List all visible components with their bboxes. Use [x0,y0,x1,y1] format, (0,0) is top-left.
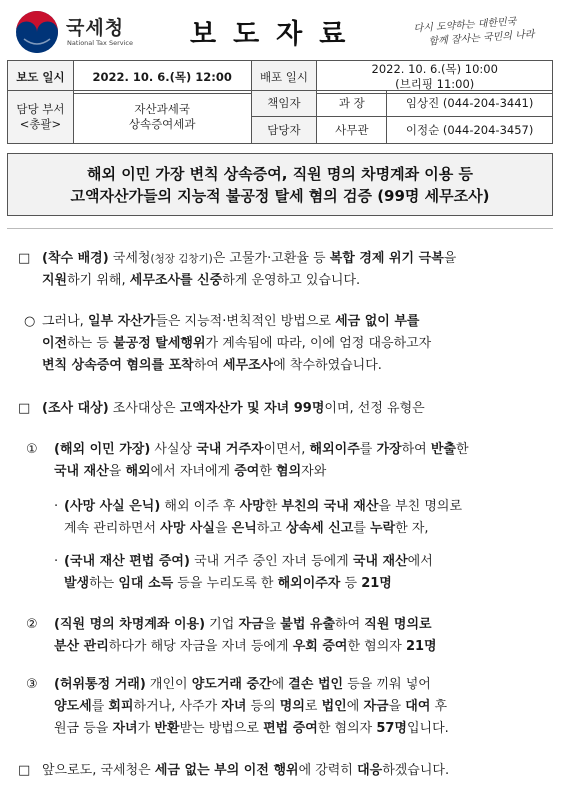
square-bullet-icon: □ [18,763,31,778]
department-bureau: 자산과세국 [134,102,190,116]
section-label: (국내 재산 편법 증여) [64,554,190,569]
emphasis-text: 발생 [64,576,90,591]
circled-three-icon: ③ [26,677,38,692]
text-line [54,718,449,740]
emphasis-text: 이전 [42,336,68,351]
text-run: 사실상 [150,442,197,457]
section-label: (해외 이민 가장) [54,442,151,457]
manager-contact: 임상진 (044-204-3441) [387,91,553,117]
headline-line-2: 고액자산가들의 지능적 불공정 탈세 혐의 검증 (99명 세무조사) [70,187,490,205]
text-run: 하는 [89,576,119,591]
text-run: 을 [388,699,406,714]
slogan-line-1: 다시 도약하는 대한민국 [413,16,517,35]
text-run: 하고 [256,521,287,536]
text-run: 를 [91,699,109,714]
text-run: 하게 운영하고 있습니다. [222,273,361,288]
text-run: 기업 [205,617,239,632]
text-run: 한 [259,464,277,479]
text-run: 국세청 [108,251,151,266]
release-time-value: 2022. 10. 6.(목) 12:00 [73,61,251,94]
text-run: 하기 위해, [67,273,130,288]
government-slogan [413,13,547,50]
emphasis-text: 직원 명의로 [364,617,432,632]
text-line [64,551,433,573]
text-run: 에 [346,699,364,714]
emphasis-text: 양도거래 중간 [191,677,272,692]
emphasis-text: 불법 유출 [280,617,336,632]
emphasis-text: 대응 [357,763,383,778]
nts-emblem-icon [14,9,60,55]
text-run: 을 부친 명의로 [378,499,463,514]
text-run: 그러나, [42,314,88,329]
text-line [42,333,431,355]
text-line [42,355,431,377]
text-run: 한 [264,499,282,514]
department-value-cell [73,91,251,144]
type-two-paragraph [26,614,437,658]
text-run: 받는 방법으로 [179,721,264,736]
emphasis-text: 명의 [279,699,305,714]
text-run: 들은 지능적·변칙적인 방법으로 [155,314,336,329]
text-run: 이면서, [263,442,310,457]
text-run: 등의 [246,699,280,714]
emphasis-text: 세금 없는 부의 이전 행위 [154,763,299,778]
text-line [42,270,456,292]
emphasis-text: 21명 [405,639,437,654]
headline-line-1: 해외 이민 가장 변칙 상속증여, 직원 명의 차명계좌 이용 등 [87,165,473,183]
text-run: 에 [271,677,289,692]
emphasis-text: 부친의 국내 재산 [281,499,379,514]
emphasis-text: 자금 [363,699,389,714]
text-run: 국내 거주 중인 자녀 등에게 [189,554,353,569]
text-run: 한 [455,442,469,457]
emphasis-text: 세무조사 [222,358,274,373]
emphasis-text: 복합 경제 위기 극복 [329,251,444,266]
text-run: 에 착수하였습니다. [273,358,382,373]
emphasis-text: 상속세 신고 [286,521,354,536]
text-run: 해외 이주 후 [160,499,240,514]
text-run: 하여 [193,358,223,373]
release-time-label: 보도 일시 [8,61,74,94]
emphasis-text: 법인 [321,699,347,714]
section-label: (사망 사실 은닉) [64,499,161,514]
section-label: (허위통정 거래) [54,677,146,692]
emphasis-text: 우회 증여 [292,639,348,654]
emphasis-text: 국내 거주자 [196,442,264,457]
distribute-time-value: 2022. 10. 6.(목) 10:00 [371,62,498,76]
text-run: 은 고물가·고환율 등 [212,251,330,266]
sub-item-paragraph [54,551,433,595]
text-run: 하겠습니다. [382,763,450,778]
text-run: 가 [137,721,155,736]
text-run: 을 [263,617,281,632]
emphasis-text: 자금 [238,617,264,632]
emphasis-text: 가장 [376,442,402,457]
text-run: 계속 관리하면서 [64,521,161,536]
distribute-time-cell [317,61,553,94]
section-label: (착수 배경) [42,251,109,266]
department-division: 상속증여세과 [128,117,196,131]
emphasis-text: 증여 [234,464,260,479]
briefing-time-value: (브리핑 11:00) [395,77,475,91]
sub-item-paragraph [54,496,463,540]
emphasis-text: 자녀 [221,699,247,714]
release-info-table [7,60,553,94]
manager-title: 과 장 [317,91,387,117]
background-paragraph [18,248,457,292]
text-run: 하여 [401,442,431,457]
emphasis-text: 누락 [370,521,396,536]
emphasis-text: 사망 [239,499,265,514]
text-run: 후 [430,699,448,714]
emphasis-text: 일부 자산가 [87,314,156,329]
emphasis-text: 세무조사를 신중 [129,273,223,288]
text-run: 등 [340,576,362,591]
text-run: (청장 김창기) [150,253,213,265]
manager-label: 책임자 [251,91,317,117]
middle-dot-icon: · [54,554,59,569]
text-line [64,518,462,540]
text-run: 앞으로도, 국세청은 [42,763,155,778]
staff-contact: 이정순 (044-204-3457) [387,117,553,144]
emphasis-text: 사망 사실 [160,521,215,536]
emphasis-text: 불공정 탈세행위 [113,336,206,351]
staff-title: 사무관 [317,117,387,144]
emphasis-text: 양도세 [54,699,92,714]
section-label: (조사 대상) [42,401,109,416]
emphasis-text: 은닉 [231,521,257,536]
nts-logo-text: 국세청 [66,17,125,39]
emphasis-text: 해외이주 [309,442,360,457]
section-divider [7,228,553,229]
emphasis-text: 국내 재산 [54,464,109,479]
emphasis-text: 해외이주자 [277,576,341,591]
circle-bullet-icon: ○ [24,314,36,329]
text-line [54,674,449,696]
text-run: 에서 [407,554,433,569]
text-run: 에 강력히 [298,763,358,778]
text-line [54,461,469,483]
text-run: 을 [214,521,232,536]
section-label: (직원 명의 차명계좌 이용) [54,617,206,632]
text-line [42,760,449,782]
text-run: 자와 [301,464,327,479]
text-line [64,496,462,518]
text-run: 를 [359,442,377,457]
square-bullet-icon: □ [18,401,31,416]
emphasis-text: 해외 [125,464,151,479]
text-run: 에서 자녀에게 [150,464,235,479]
square-bullet-icon: □ [18,251,31,266]
text-run: 개인이 [145,677,192,692]
circled-two-icon: ② [26,617,38,632]
department-label: 담당 부서 [16,102,65,116]
text-run: 한 혐의자 [317,721,377,736]
emphasis-text: 57명 [376,721,407,736]
document-title: 보도자료 [190,19,363,50]
emphasis-text: 변칙 상속증여 혐의를 포착 [42,358,194,373]
distribute-time-label: 배포 일시 [251,61,317,94]
targets-paragraph [18,398,425,420]
text-line [54,439,469,461]
text-line [54,636,437,658]
type-three-paragraph [26,674,449,740]
emphasis-text: 반출 [430,442,456,457]
contact-info-table [7,90,553,144]
type-one-paragraph [26,439,469,483]
text-line [54,614,437,636]
text-run: 등을 끼워 넣어 [343,677,431,692]
text-run: 을 [443,251,457,266]
emphasis-text: 결손 법인 [288,677,344,692]
closing-paragraph [18,760,450,782]
text-run: 가 계속됨에 따라, 이에 엄정 대응하고자 [205,336,432,351]
headline-box [7,153,553,216]
press-release-header [0,0,561,62]
emphasis-text: 편법 증여 [263,721,318,736]
text-line [42,311,431,333]
emphasis-text: 회피 [108,699,134,714]
emphasis-text: 혐의 [276,464,302,479]
department-label-sub: <총괄> [19,117,62,131]
emphasis-text: 고액자산가 및 자녀 99명 [179,401,325,416]
text-line [42,248,456,270]
emphasis-text: 21명 [361,576,392,591]
emphasis-text: 분산 관리 [54,639,109,654]
department-label-cell [8,91,74,144]
text-line [64,573,433,595]
text-run: 조사대상은 [108,401,180,416]
text-run: 입니다. [407,721,449,736]
text-line [42,398,425,420]
staff-label: 담당자 [251,117,317,144]
text-run: 로 [304,699,322,714]
nts-logo-subtitle: National Tax Service [67,39,133,47]
text-run: 하다가 해당 자금을 자녀 등에게 [108,639,293,654]
emphasis-text: 지원 [42,273,68,288]
middle-dot-icon: · [54,499,59,514]
release-time-row [8,61,553,94]
manager-row [8,91,553,117]
emphasis-text: 대여 [405,699,431,714]
text-run: 하거나, 사주가 [133,699,222,714]
text-run: 한 자, [395,521,429,536]
text-run: 등을 누리도록 한 [173,576,278,591]
emphasis-text: 세금 없이 부를 [335,314,420,329]
slogan-line-2: 함께 잘사는 국민의 나라 [428,29,535,48]
text-run: 원금 등을 [54,721,113,736]
text-run: 한 혐의자 [347,639,406,654]
text-run: 하는 등 [67,336,114,351]
emphasis-text: 자녀 [112,721,138,736]
text-run: 을 [108,464,126,479]
text-run: 를 [353,521,371,536]
circle-paragraph [24,311,432,377]
circled-one-icon: ① [26,442,38,457]
emphasis-text: 임대 소득 [118,576,174,591]
text-run: 하여 [335,617,365,632]
text-line [54,696,449,718]
text-run: 이며, 선정 유형은 [324,401,425,416]
emphasis-text: 반환 [154,721,180,736]
emphasis-text: 국내 재산 [352,554,408,569]
